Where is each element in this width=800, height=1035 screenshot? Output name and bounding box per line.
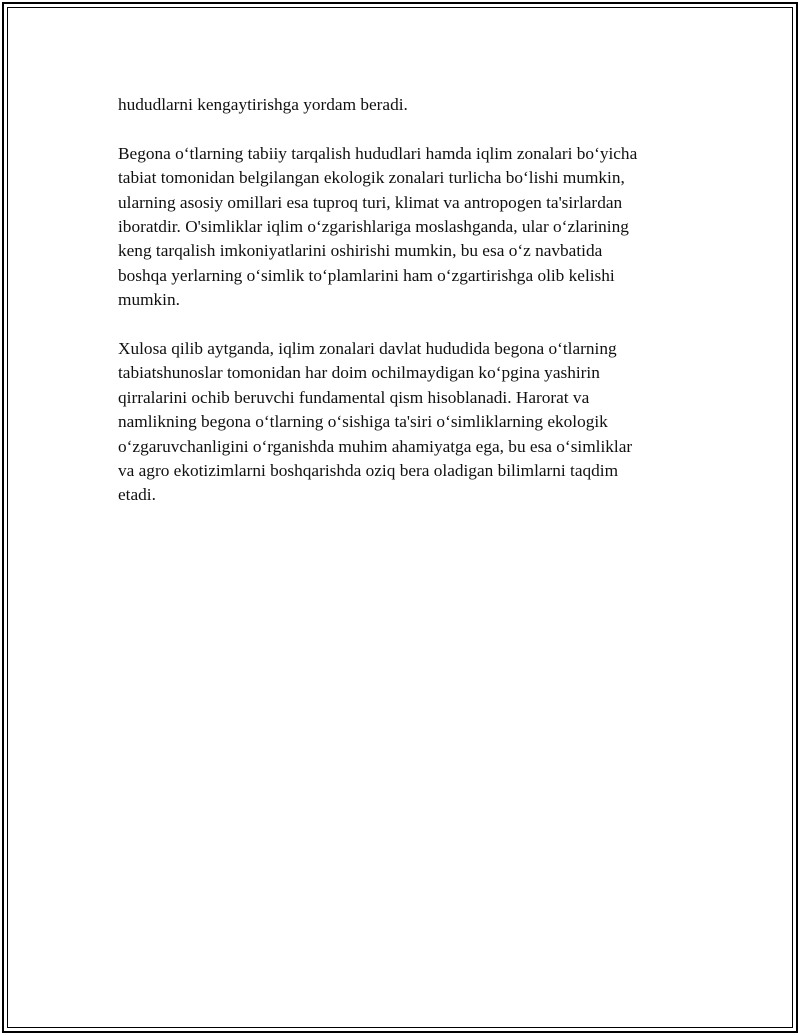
paragraph-1: hududlarni kengaytirishga yordam beradi. xyxy=(118,95,408,114)
paragraph-2: Begona o‘tlarning tabiiy tarqalish hududlari hamda iqlim zonalari bo‘yicha tabiat tomonidan belgilangan ekologik zonalari turlicha bo‘lishi mumkin, ularning asosiy omillari esa tuproq turi, klimat va antropogen ta'sirlardan iboratdir. O'simliklar iqlim o‘zgarishlariga moslashganda, ular o‘zlarining keng tarqalish imkoniyatlarini oshirishi mumkin, bu esa o‘z navbatida boshqa yerlarning o‘simlik to‘plamlarini ham o‘zgartirishga olib kelishi mumkin. xyxy=(118,143,638,310)
paragraph-3: Xulosa qilib aytganda, iqlim zonalari davlat hududida begona o‘tlarning tabiatshunoslar tomonidan har doim ochilmaydigan ko‘pgina yashirin qirralarini ochib beruvchi fundamental qism hisoblanadi. Harorat va namlikning begona o‘tlarning o‘sishiga ta'siri o‘simliklarning ekologik o‘zgaruvchanligini o‘rganishda muhim ahamiyatga ega, bu esa o‘simliklar va agro ekotizimlarni boshqarishda oziq bera oladigan bilimlarni taqdim etadi. xyxy=(118,339,633,505)
document-body xyxy=(118,93,688,532)
